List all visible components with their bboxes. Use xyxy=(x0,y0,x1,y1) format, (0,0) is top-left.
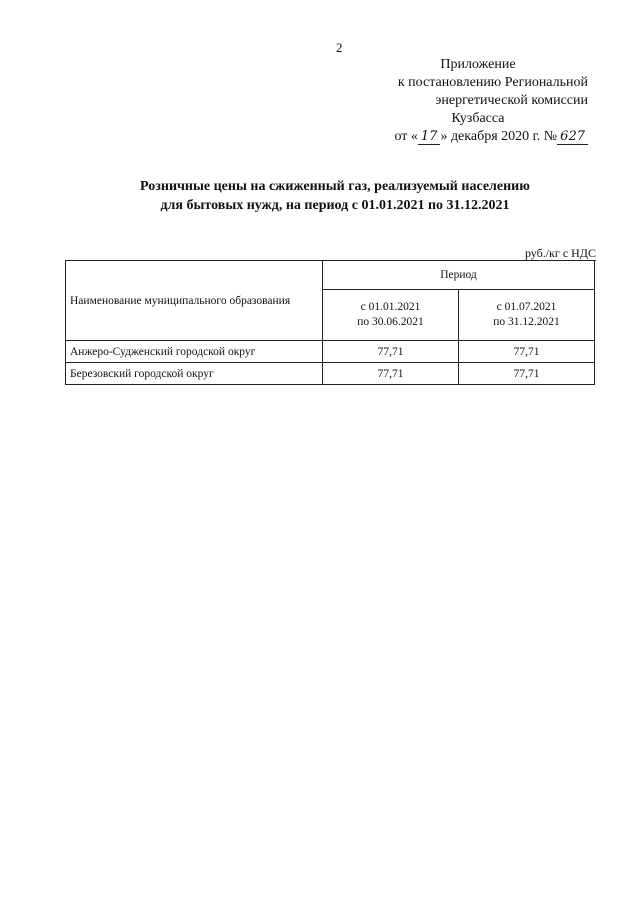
page-number: 2 xyxy=(336,40,343,55)
table-row xyxy=(66,341,595,363)
table-row xyxy=(66,363,595,385)
date-middle: » декабря 2020 г. № xyxy=(440,129,558,144)
appendix-line-4: Кузбасса xyxy=(451,111,505,126)
row-1-value-1: 77,71 xyxy=(323,341,459,363)
appendix-block xyxy=(328,56,588,146)
header-period-1 xyxy=(323,290,459,341)
unit-label: руб./кг с НДС xyxy=(524,246,596,260)
header-period-2 xyxy=(459,290,595,341)
appendix-date-line xyxy=(328,128,588,146)
table-header-row xyxy=(66,261,595,290)
row-2-value-2: 77,71 xyxy=(459,363,595,385)
period-2-to: по 31.12.2021 xyxy=(493,316,560,328)
row-1-name: Анжеро-Судженский городской округ xyxy=(66,341,323,363)
title-line-2: для бытовых нужд, на период с 01.01.2021 по 31.12.2021 xyxy=(160,198,510,213)
document-title xyxy=(60,177,610,215)
period-1-from: с 01.01.2021 xyxy=(360,301,421,313)
header-period: Период xyxy=(323,261,595,290)
date-prefix: от « xyxy=(394,129,418,144)
period-1-to: по 30.06.2021 xyxy=(357,316,424,328)
row-2-name: Березовский городской округ xyxy=(66,363,323,385)
handwritten-day: 17 xyxy=(418,130,441,145)
row-1-value-2: 77,71 xyxy=(459,341,595,363)
price-table xyxy=(65,260,595,385)
row-2-value-1: 77,71 xyxy=(323,363,459,385)
appendix-line-2: к постановлению Региональной xyxy=(397,75,588,90)
appendix-line-3: энергетической комиссии xyxy=(435,93,588,108)
appendix-line-1: Приложение xyxy=(440,57,516,72)
title-line-1: Розничные цены на сжиженный газ, реализуемый населению xyxy=(140,179,530,194)
header-municipality: Наименование муниципального образования xyxy=(66,261,323,341)
period-2-from: с 01.07.2021 xyxy=(496,301,557,313)
handwritten-number: 627 xyxy=(557,130,588,145)
